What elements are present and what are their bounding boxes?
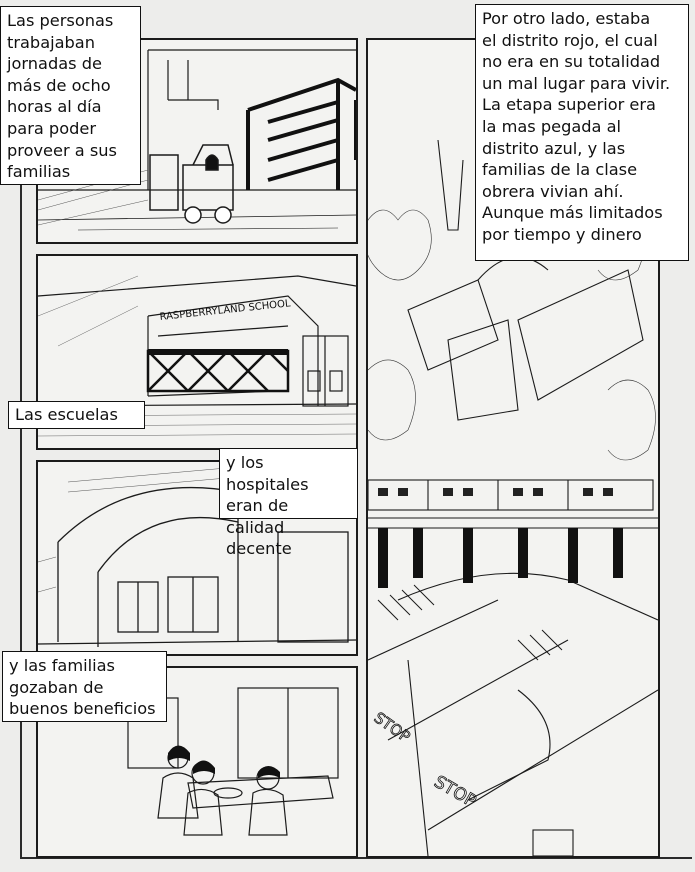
stop-road-marking-2: STOP	[430, 772, 480, 812]
caption-hospitals: y los hospitales eran de calidad decente	[219, 448, 358, 519]
school-sign-text: RASPBERRYLAND SCHOOL	[159, 298, 292, 323]
caption-schools: Las escuelas	[8, 401, 145, 429]
caption-work-hours: Las personas trabajaban jornadas de más de ocho horas al día para poder proveer a sus familias	[0, 6, 141, 185]
caption-red-district: Por otro lado, estaba el distrito rojo, el cual no era en su totalidad un mal lugar para vivir. La etapa superior era la mas pegada al distrito azul, y las familias de la clase obrera vivian ahí. Aunque más limitados por tiempo y dinero	[475, 4, 689, 261]
stop-road-marking-1: STOP	[370, 708, 414, 746]
caption-benefits: y las familias gozaban de buenos beneficios	[2, 651, 167, 722]
